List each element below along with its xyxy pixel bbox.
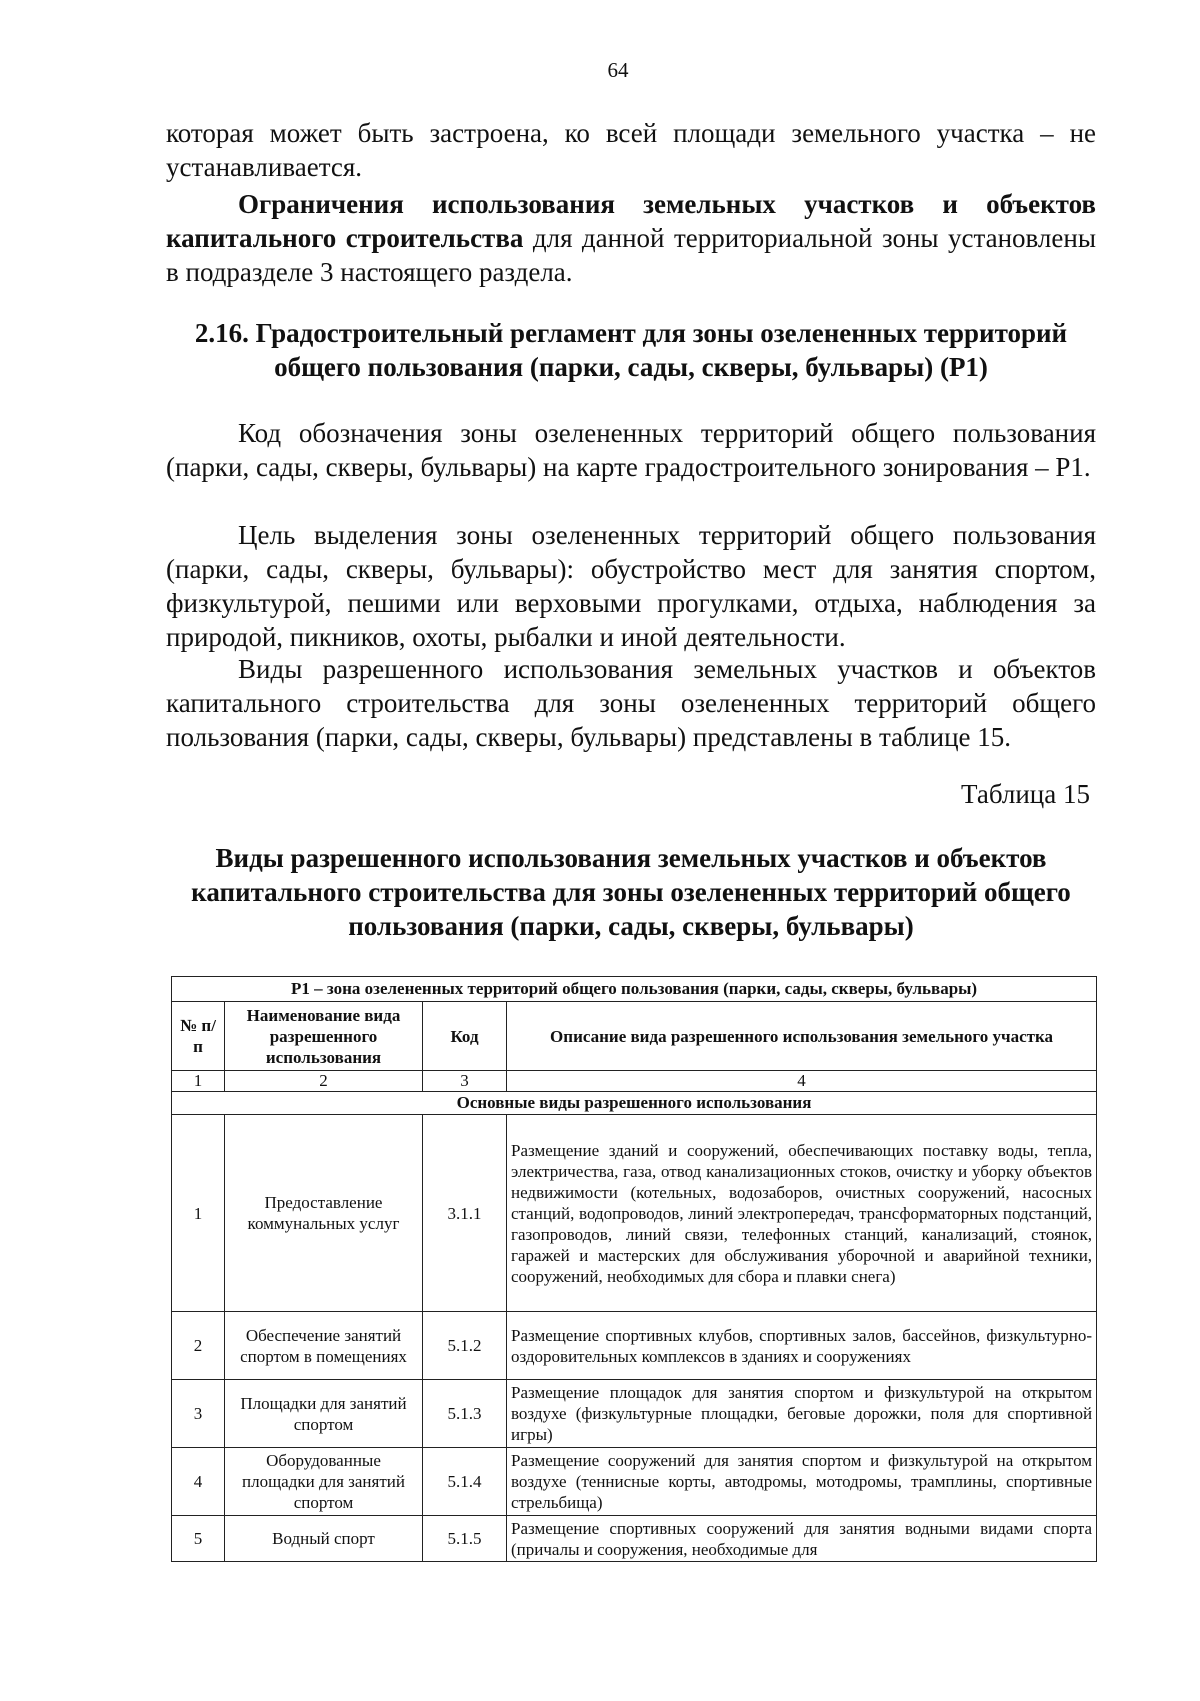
column-header: Описание вида разрешенного использования земельного участка — [507, 1002, 1097, 1071]
use-name-cell: Обеспечение занятий спортом в помещениях — [225, 1312, 423, 1380]
table-group-row — [172, 1092, 1097, 1115]
row-number-cell: 1 — [172, 1115, 225, 1312]
paragraph-continuation: которая может быть застроена, ко всей площади земельного участка – не устанавливается. — [166, 118, 1096, 182]
use-description-cell: Размещение спортивных клубов, спортивных залов, бассейнов, физкультурно-оздоровительных комплексов в зданиях и сооружениях — [507, 1312, 1097, 1380]
paragraph-restrictions — [166, 187, 1096, 289]
page-number: 64 — [607, 58, 629, 82]
column-number: 1 — [172, 1071, 225, 1092]
table-title: Виды разрешенного использования земельных участков и объектов капитального строительства для зоны озелененных территорий общего пользования (парки, сады, скверы, бульвары) — [191, 843, 1071, 941]
column-number: 2 — [225, 1071, 423, 1092]
use-description-cell: Размещение спортивных сооружений для занятия водными видами спорта (причалы и сооружения, необходимые для — [507, 1516, 1097, 1562]
restrictions-text: для данной территориальной зоны установлены в подразделе 3 настоящего раздела. — [166, 223, 1096, 287]
zone-header-cell: Р1 – зона озелененных территорий общего пользования (парки, сады, скверы, бульвары) — [172, 977, 1097, 1002]
paragraph-allowed-uses: Виды разрешенного использования земельных участков и объектов капитального строительства для зоны озелененных территорий общего пользования (парки, сады, скверы, бульвары) представлены в таблице 15. — [166, 654, 1096, 752]
column-number: 3 — [423, 1071, 507, 1092]
column-number: 4 — [507, 1071, 1097, 1092]
use-name-cell: Площадки для занятий спортом — [225, 1380, 423, 1448]
paragraph-zone-code: Код обозначения зоны озелененных территорий общего пользования (парки, сады, скверы, бульвары) на карте градостроительного зонирования – Р1. — [166, 418, 1096, 482]
paragraph-zone-goal: Цель выделения зоны озелененных территорий общего пользования (парки, сады, скверы, бульвары): обустройство мест для занятия спортом, физкультурой, пешими или верховыми прогулками, отдыха, наблюдения за природой, пикников, охоты, рыбалки и иной деятельности. — [166, 520, 1096, 652]
use-code-cell: 5.1.3 — [423, 1380, 507, 1448]
allowed-uses-table — [171, 976, 1097, 1562]
group-header-cell: Основные виды разрешенного использования — [172, 1092, 1097, 1115]
table-zone-header-row — [172, 977, 1097, 1002]
use-description-cell: Размещение площадок для занятия спортом и физкультурой на открытом воздухе (физкультурные площадки, беговые дорожки, поля для спортивной игры) — [507, 1380, 1097, 1448]
row-number-cell: 4 — [172, 1448, 225, 1516]
column-header: № п/п — [172, 1002, 225, 1071]
use-description-cell: Размещение зданий и сооружений, обеспечивающих поставку воды, тепла, электричества, газа, отвод канализационных стоков, очистку и уборку объектов недвижимости (котельных, водозаборов, очистных сооружений, насосных станций, водопроводов, линий электропередач, трансформаторных подстанций, газопроводов, линий связи, телефонных станций, канализаций, стоянок, гаражей и мастерских для обслуживания уборочной и аварийной техники, сооружений, необходимых для сбора и плавки снега) — [507, 1115, 1097, 1312]
use-name-cell: Оборудованные площадки для занятий спортом — [225, 1448, 423, 1516]
use-name-cell: Предоставление коммунальных услуг — [225, 1115, 423, 1312]
column-header: Наименование вида разрешенного использования — [225, 1002, 423, 1071]
column-header: Код — [423, 1002, 507, 1071]
table-column-number-row — [172, 1071, 1097, 1092]
use-code-cell: 5.1.2 — [423, 1312, 507, 1380]
table-row — [172, 1312, 1097, 1380]
table-number: Таблица 15 — [961, 779, 1090, 809]
use-name-cell: Водный спорт — [225, 1516, 423, 1562]
section-heading: 2.16. Градостроительный регламент для зоны озелененных территорий общего пользования (парки, сады, скверы, бульвары) (Р1) — [194, 318, 1068, 382]
use-code-cell: 3.1.1 — [423, 1115, 507, 1312]
row-number-cell: 3 — [172, 1380, 225, 1448]
table-header-row — [172, 1002, 1097, 1071]
restrictions-bold-text: Ограничения использования земельных участков и объектов капитального строительства — [166, 189, 1096, 253]
use-description-cell: Размещение сооружений для занятия спортом и физкультурой на открытом воздухе (теннисные корты, автодромы, мотодромы, трамплины, спортивные стрельбища) — [507, 1448, 1097, 1516]
use-code-cell: 5.1.5 — [423, 1516, 507, 1562]
row-number-cell: 5 — [172, 1516, 225, 1562]
use-code-cell: 5.1.4 — [423, 1448, 507, 1516]
table-row — [172, 1115, 1097, 1312]
table-row — [172, 1448, 1097, 1516]
table-row — [172, 1516, 1097, 1562]
row-number-cell: 2 — [172, 1312, 225, 1380]
table-row — [172, 1380, 1097, 1448]
